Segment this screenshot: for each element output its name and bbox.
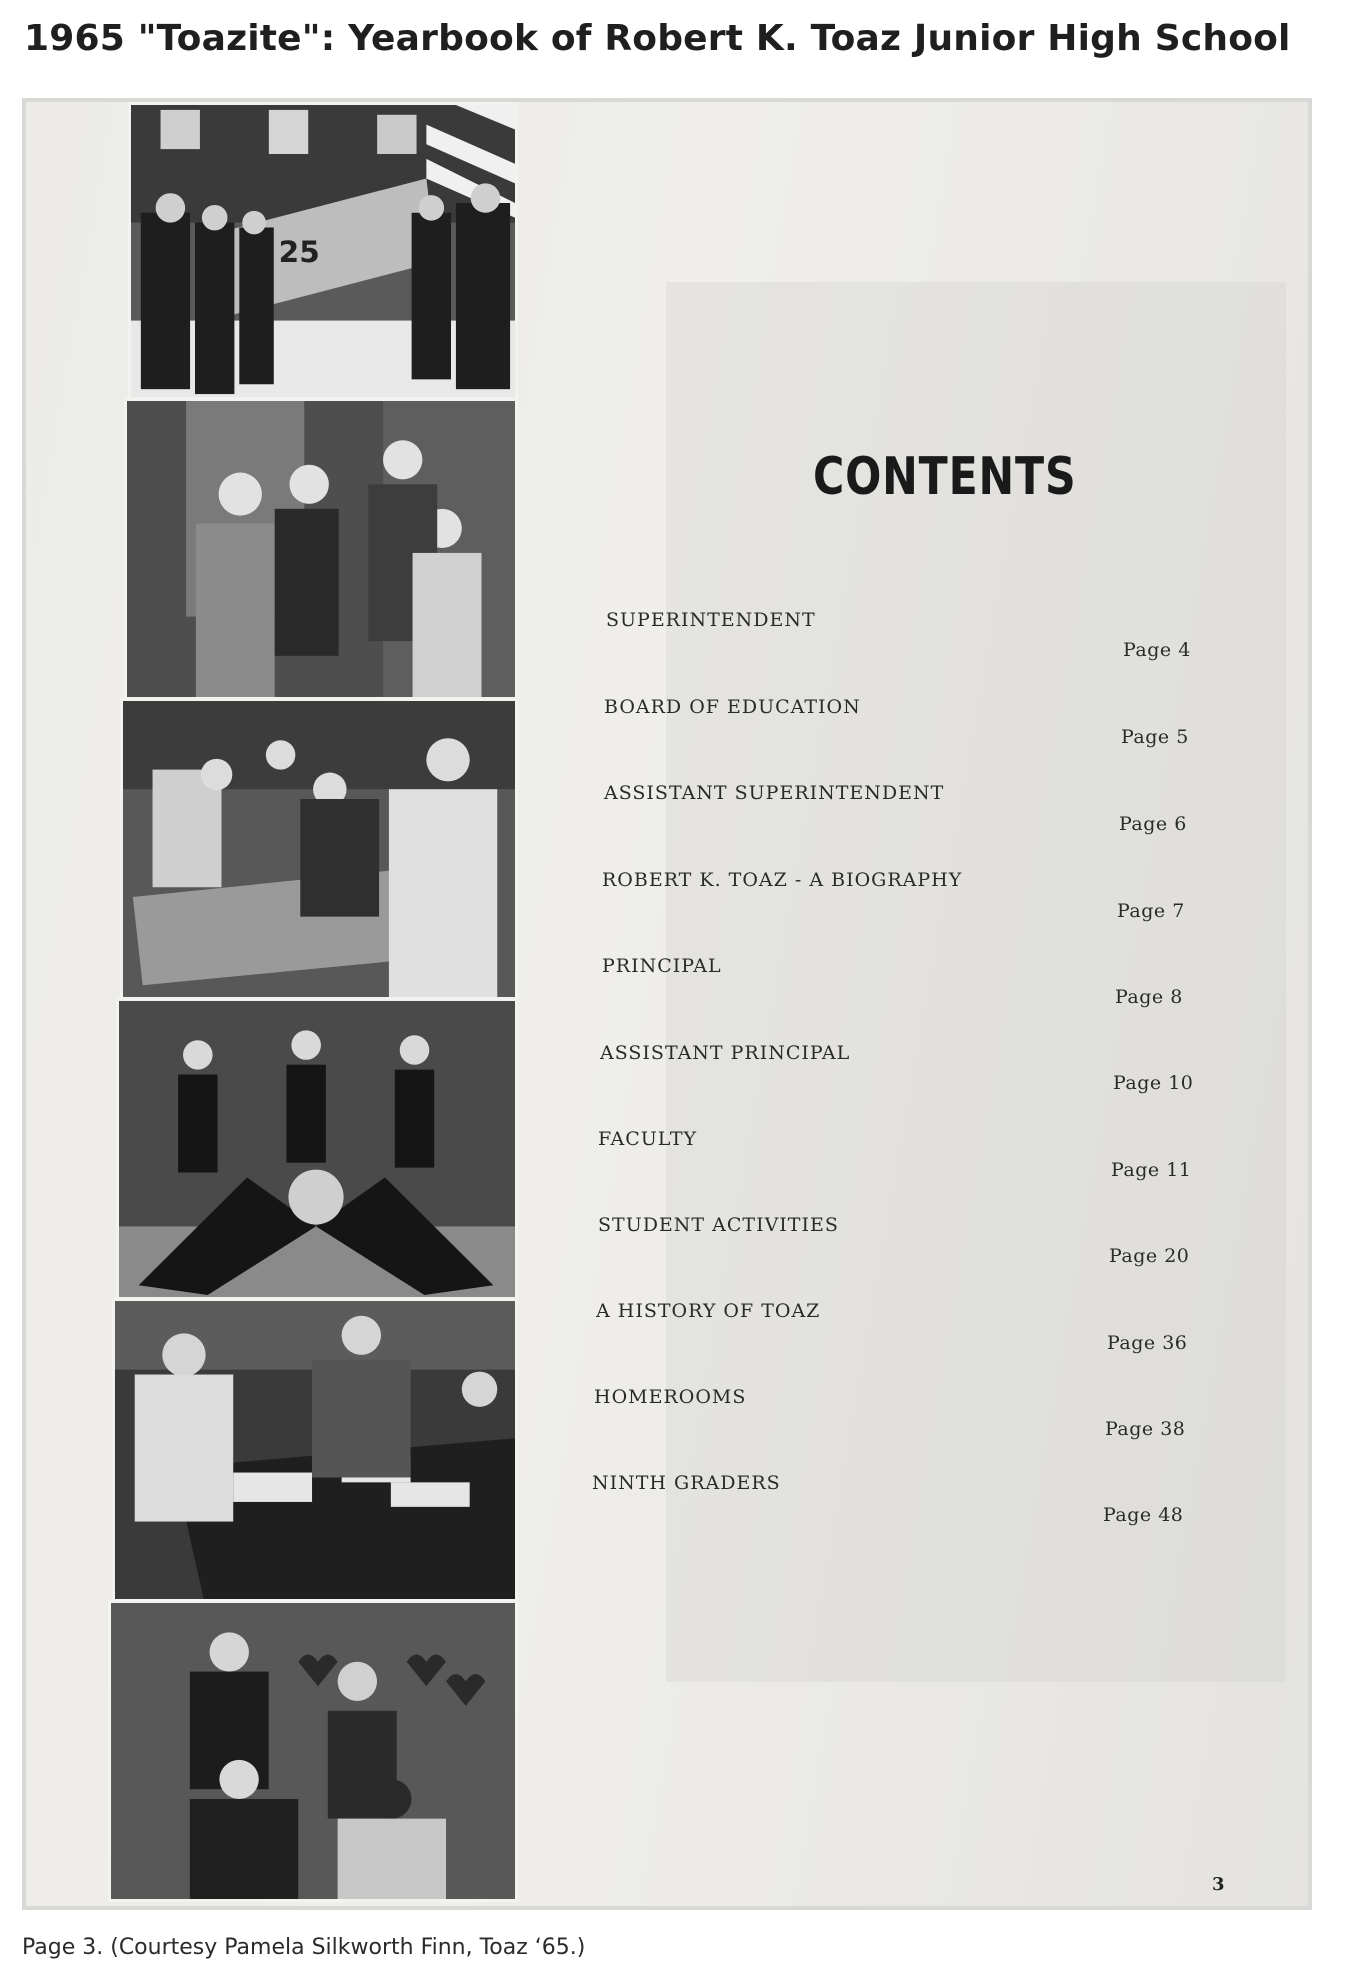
toc-page-ref: Page 10 — [1113, 1072, 1194, 1094]
toc-page-ref: Page 48 — [1103, 1504, 1184, 1526]
toc-item-label: FACULTY — [598, 1128, 698, 1150]
photo-strip — [108, 102, 538, 1902]
toc-page-ref: Page 38 — [1105, 1418, 1186, 1440]
toc-page-ref: Page 4 — [1123, 639, 1191, 661]
photo-anniversary-banner — [128, 102, 518, 400]
toc-item-label: HOMEROOMS — [594, 1386, 747, 1408]
toc-item-label: PRINCIPAL — [602, 955, 722, 977]
yearbook-photo — [22, 98, 1312, 1910]
toc-item-label: STUDENT ACTIVITIES — [598, 1214, 839, 1236]
page-title: 1965 "Toazite": Yearbook of Robert K. Toaz Junior High School — [24, 18, 1291, 59]
toc-page-ref: Page 5 — [1121, 726, 1189, 748]
yearbook-page — [26, 102, 1308, 1906]
toc-page-ref: Page 7 — [1117, 900, 1185, 922]
yearbook-page-number: 3 — [1212, 1874, 1225, 1895]
toc-item-label: SUPERINTENDENT — [606, 609, 816, 631]
toc-item-label: BOARD OF EDUCATION — [604, 696, 861, 718]
photo-classroom — [112, 1298, 518, 1602]
photo-valentine-couple — [108, 1600, 518, 1902]
toc-item-label: A HISTORY OF TOAZ — [596, 1300, 821, 1322]
toc-page-ref: Page 11 — [1111, 1159, 1192, 1181]
photo-gymnastics — [116, 998, 518, 1300]
toc-page-ref: Page 20 — [1109, 1245, 1190, 1267]
toc-page-ref: Page 6 — [1119, 813, 1187, 835]
toc-page-ref: Page 8 — [1115, 986, 1183, 1008]
toc-page-ref: Page 36 — [1107, 1332, 1188, 1354]
photo-students-posing — [124, 398, 518, 700]
photo-woodshop — [120, 698, 518, 1000]
contents-heading: CONTENTS — [813, 447, 1077, 507]
toc-item-label: ASSISTANT PRINCIPAL — [600, 1042, 851, 1064]
image-caption: Page 3. (Courtesy Pamela Silkworth Finn, Toaz ‘65.) — [22, 1935, 586, 1960]
toc-item-label: NINTH GRADERS — [592, 1472, 781, 1494]
toc-item-label: ASSISTANT SUPERINTENDENT — [604, 782, 945, 804]
toc-item-label: ROBERT K. TOAZ - A BIOGRAPHY — [602, 869, 963, 891]
svg-text:25: 25 — [278, 234, 320, 269]
